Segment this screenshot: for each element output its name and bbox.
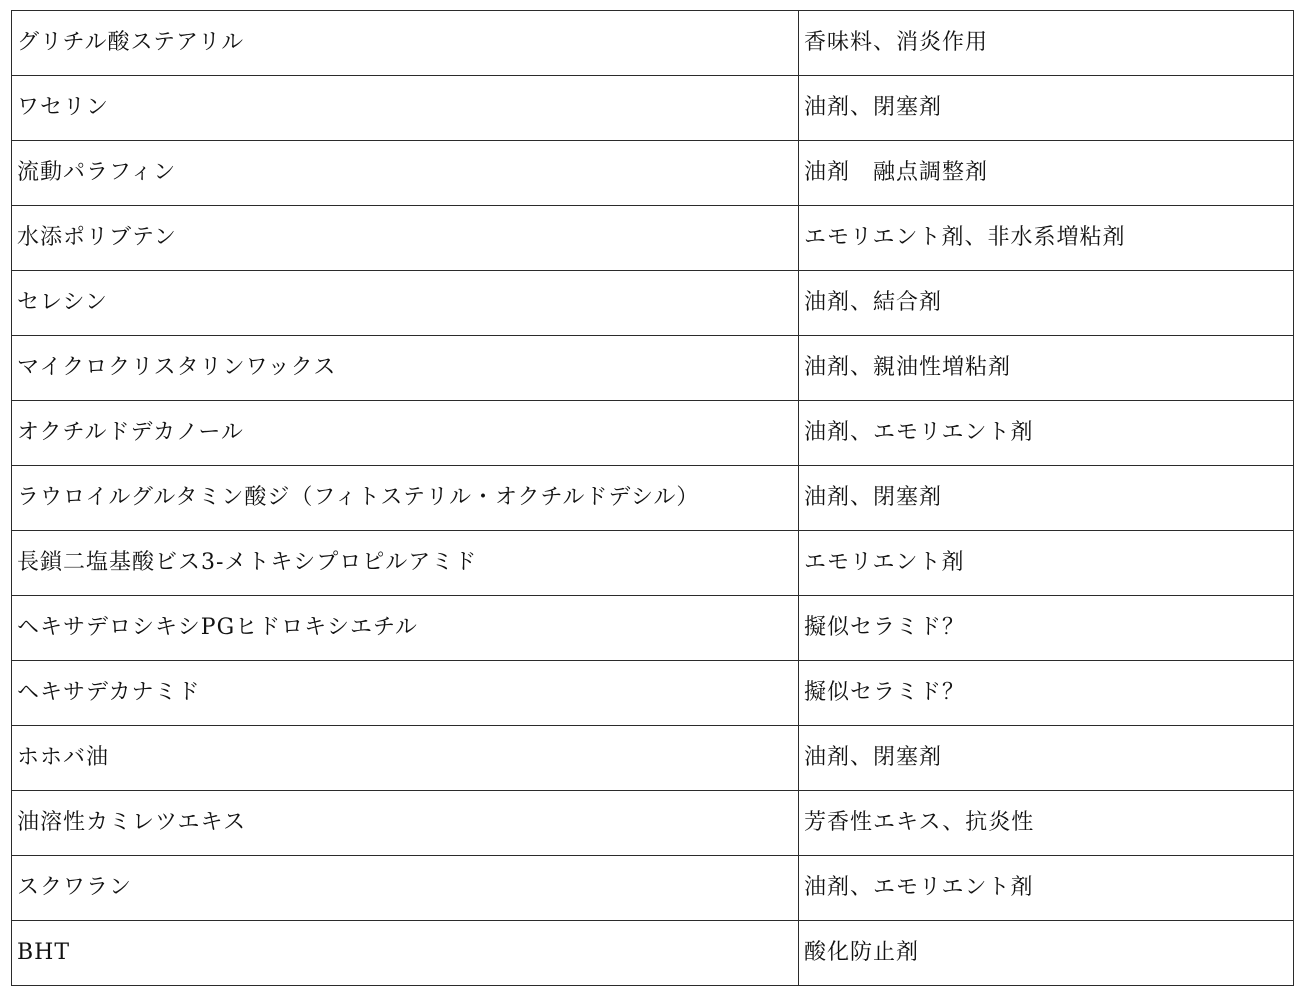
table-row [12, 726, 1294, 791]
table-row [12, 336, 1294, 401]
function-cell: 油剤、閉塞剤 [799, 76, 1294, 141]
ingredient-cell: ヘキサデカナミド [12, 661, 799, 726]
ingredient-cell: ホホバ油 [12, 726, 799, 791]
ingredient-cell: マイクロクリスタリンワックス [12, 336, 799, 401]
function-cell: 油剤、閉塞剤 [799, 466, 1294, 531]
function-cell: 酸化防止剤 [799, 921, 1294, 986]
ingredient-cell: 油溶性カミレツエキス [12, 791, 799, 856]
function-cell: エモリエント剤、非水系増粘剤 [799, 206, 1294, 271]
ingredients-table [11, 10, 1294, 986]
ingredient-cell: グリチル酸ステアリル [12, 11, 799, 76]
table-row [12, 271, 1294, 336]
ingredient-cell: スクワラン [12, 856, 799, 921]
function-cell: 油剤、エモリエント剤 [799, 401, 1294, 466]
ingredient-cell: 水添ポリブテン [12, 206, 799, 271]
table-row [12, 856, 1294, 921]
ingredient-cell: ヘキサデロシキシPGヒドロキシエチル [12, 596, 799, 661]
ingredient-cell: セレシン [12, 271, 799, 336]
table-row [12, 76, 1294, 141]
function-cell: 擬似セラミド？ [799, 596, 1294, 661]
ingredient-cell: BHT [12, 921, 799, 986]
table-row [12, 791, 1294, 856]
table-row [12, 596, 1294, 661]
table-row [12, 466, 1294, 531]
table-row [12, 11, 1294, 76]
ingredient-cell: ワセリン [12, 76, 799, 141]
table-row [12, 661, 1294, 726]
ingredient-cell: ラウロイルグルタミン酸ジ（フィトステリル・オクチルドデシル） [12, 466, 799, 531]
function-cell: 油剤、結合剤 [799, 271, 1294, 336]
table-row [12, 141, 1294, 206]
table-row [12, 531, 1294, 596]
function-cell: 油剤、閉塞剤 [799, 726, 1294, 791]
ingredient-cell: 長鎖二塩基酸ビス3-メトキシプロピルアミド [12, 531, 799, 596]
ingredient-cell: オクチルドデカノール [12, 401, 799, 466]
table-body [12, 11, 1294, 986]
function-cell: 油剤 融点調整剤 [799, 141, 1294, 206]
ingredient-cell: 流動パラフィン [12, 141, 799, 206]
function-cell: 擬似セラミド？ [799, 661, 1294, 726]
function-cell: 油剤、エモリエント剤 [799, 856, 1294, 921]
function-cell: エモリエント剤 [799, 531, 1294, 596]
function-cell: 香味料、消炎作用 [799, 11, 1294, 76]
function-cell: 芳香性エキス、抗炎性 [799, 791, 1294, 856]
table-row [12, 401, 1294, 466]
function-cell: 油剤、親油性増粘剤 [799, 336, 1294, 401]
table-row [12, 921, 1294, 986]
table-row [12, 206, 1294, 271]
